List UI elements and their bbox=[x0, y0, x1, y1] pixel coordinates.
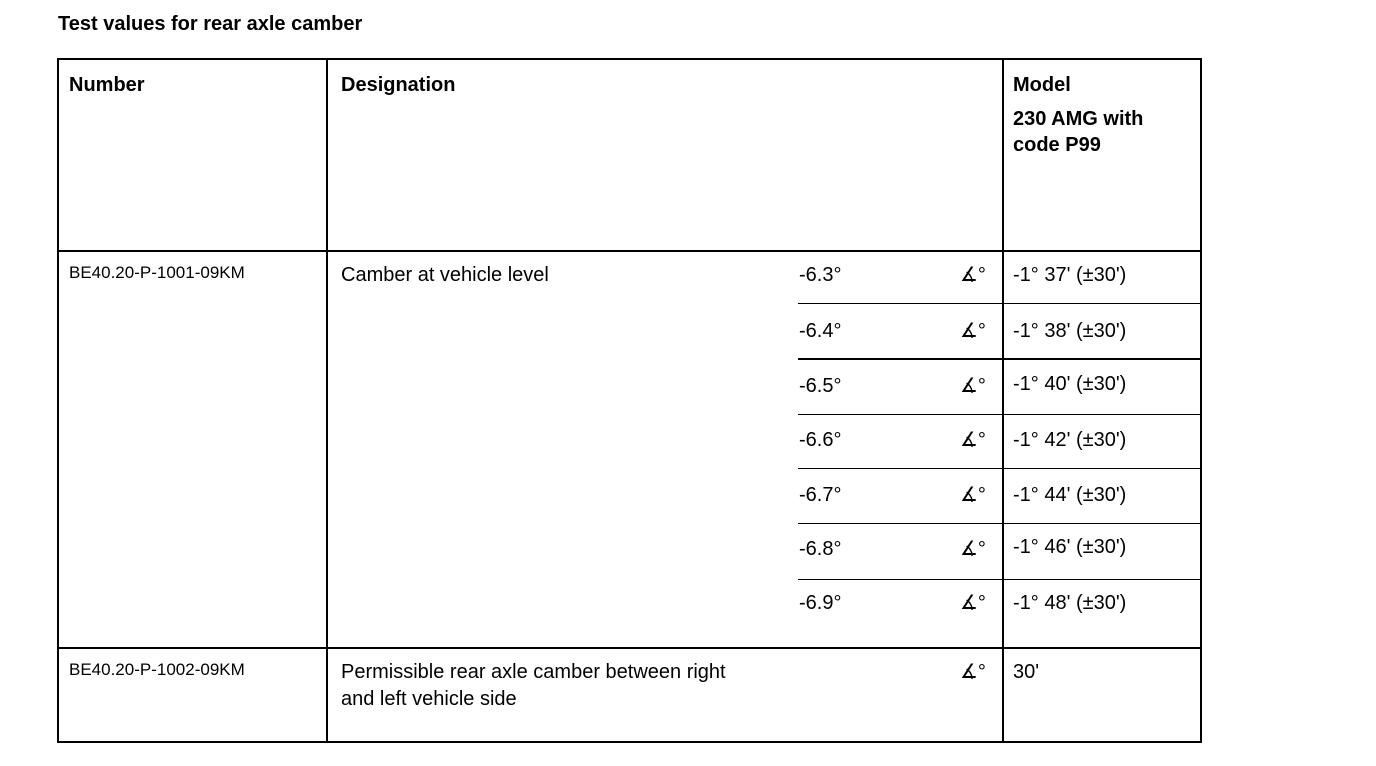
camber-value: 30' bbox=[1013, 661, 1040, 683]
camber-value: -1° 46' (±30') bbox=[1013, 536, 1127, 558]
camber-test-values-table bbox=[57, 58, 1202, 743]
camber-value: -1° 42' (±30') bbox=[1013, 429, 1127, 451]
row-number: BE40.20-P-1002-09KM bbox=[69, 660, 245, 679]
angle-icon: ∡° bbox=[960, 375, 986, 397]
camber-value: -1° 44' (±30') bbox=[1013, 484, 1127, 506]
camber-value: -1° 40' (±30') bbox=[1013, 373, 1127, 395]
header-model-variant: 230 AMG with bbox=[1013, 108, 1144, 130]
column-divider bbox=[326, 60, 328, 741]
subrow-divider bbox=[798, 358, 1200, 360]
angle-icon: ∡° bbox=[960, 264, 986, 286]
subrow-divider bbox=[798, 468, 1200, 469]
header-model-variant: code P99 bbox=[1013, 134, 1101, 156]
angle-icon: ∡° bbox=[960, 484, 986, 506]
camber-value: -1° 37' (±30') bbox=[1013, 264, 1127, 286]
subrow-divider bbox=[798, 414, 1200, 415]
camber-offset: -6.6° bbox=[799, 429, 842, 451]
camber-offset: -6.4° bbox=[799, 320, 842, 342]
angle-icon: ∡° bbox=[960, 592, 986, 614]
header-number: Number bbox=[69, 74, 145, 96]
row-designation: and left vehicle side bbox=[341, 688, 517, 710]
camber-offset: -6.5° bbox=[799, 375, 842, 397]
camber-value: -1° 48' (±30') bbox=[1013, 592, 1127, 614]
angle-icon: ∡° bbox=[960, 320, 986, 342]
camber-offset: -6.3° bbox=[799, 264, 842, 286]
row-divider bbox=[59, 647, 1200, 649]
angle-icon: ∡° bbox=[960, 538, 986, 560]
camber-value: -1° 38' (±30') bbox=[1013, 320, 1127, 342]
subrow-divider bbox=[798, 303, 1200, 304]
header-model: Model bbox=[1013, 74, 1071, 96]
angle-icon: ∡° bbox=[960, 661, 986, 683]
row-number: BE40.20-P-1001-09KM bbox=[69, 263, 245, 282]
row-designation: Permissible rear axle camber between right bbox=[341, 661, 726, 683]
page-title: Test values for rear axle camber bbox=[58, 13, 363, 35]
subrow-divider bbox=[798, 579, 1200, 580]
angle-icon: ∡° bbox=[960, 429, 986, 451]
column-divider bbox=[1002, 60, 1004, 741]
camber-offset: -6.9° bbox=[799, 592, 842, 614]
camber-offset: -6.7° bbox=[799, 484, 842, 506]
header-divider bbox=[59, 250, 1200, 252]
subrow-divider bbox=[798, 523, 1200, 524]
row-designation: Camber at vehicle level bbox=[341, 264, 549, 286]
camber-offset: -6.8° bbox=[799, 538, 842, 560]
header-designation: Designation bbox=[341, 74, 456, 96]
